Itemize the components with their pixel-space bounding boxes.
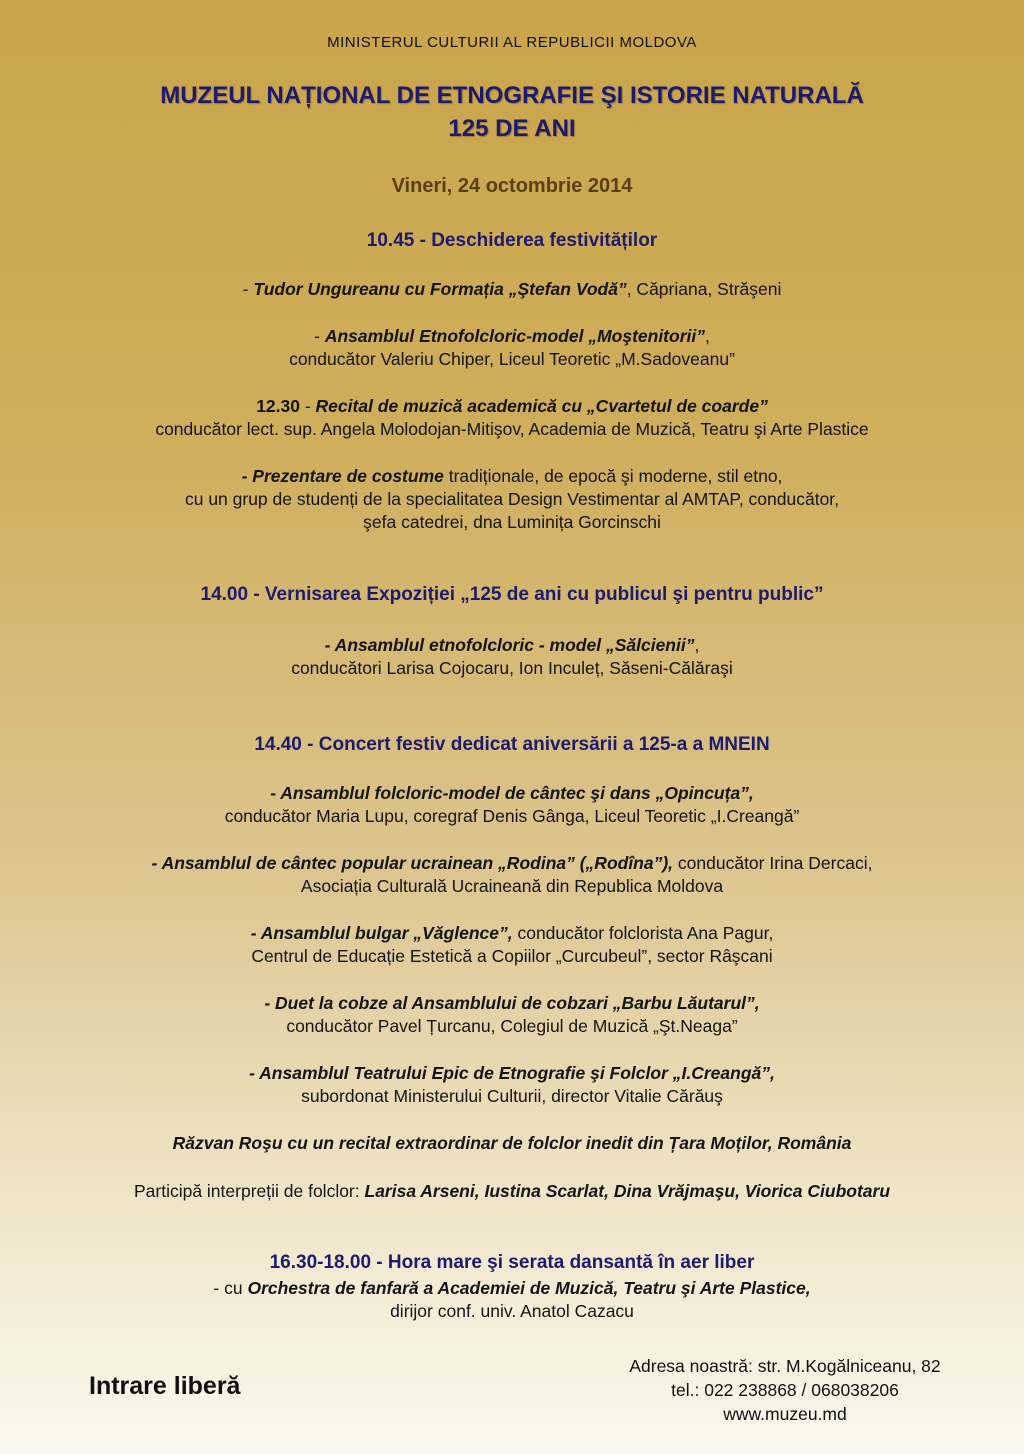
program-item-opincuta: - Ansamblul folcloric-model de cântec şi dans „Opincuța”, [270,783,754,803]
program-item-rodina: - Ansamblul de cântec popular ucrainean „Rodina” („Rodîna”), conducător Irina Dercaci, [151,853,873,873]
program-item-salcienii: - Ansamblul etnofolcloric - model „Sălcienii”, [324,635,700,655]
museum-title: MUZEUL NAȚIONAL DE ETNOGRAFIE ŞI ISTORIE NATURALĂ [160,82,864,109]
phone-text: tel.: 022 238868 / 068038206 [671,1380,899,1400]
program-item-rodina-details: Asociația Culturală Ucraineană din Republica Moldova [300,876,724,896]
section-heading-opening: 10.45 - Deschiderea festivităților [366,230,658,251]
event-date: Vineri, 24 octombrie 2014 [391,175,633,197]
program-item-vaglence-details: Centrul de Educație Estetică a Copiilor „Curcubeul”, sector Râşcani [251,946,773,966]
section-heading-hora: 16.30-18.00 - Hora mare şi serata dansantă în aer liber [269,1252,755,1273]
program-item-teatru-epic: - Ansamblul Teatrului Epic de Etnografie şi Folclor „I.Creangă”, [249,1063,775,1083]
program-item-salcienii-details: conducători Larisa Cojocaru, Ion Inculeț, Săseni-Călăraşi [291,658,733,678]
program-item-conductor: dirijor conf. univ. Anatol Cazacu [390,1301,634,1321]
program-item-mostenitorii-details: conducător Valeriu Chiper, Liceul Teoretic „M.Sadoveanu” [289,349,735,369]
program-item-barbu-lautarul: - Duet la cobze al Ansamblului de cobzari „Barbu Lăutarul”, [264,993,760,1013]
ministry-name: MINISTERUL CULTURII AL REPUBLICII MOLDOVA [327,34,697,51]
program-item-costume-coordinator: şefa catedrei, dna Luminița Gorcinschi [363,512,661,532]
program-item-performers: Participă interpreții de folclor: Larisa Arseni, Iustina Scarlat, Dina Vrăjmaşu, Viorica Ciubotaru [133,1181,891,1201]
program-item-vaglence: - Ansamblul bulgar „Văglence”, conducător folclorista Ana Pagur, [250,923,774,943]
program-item-costume: - Prezentare de costume tradiționale, de epocă şi moderne, stil etno, [241,466,783,486]
program-item-ungureanu: - Tudor Ungureanu cu Formația „Ştefan Vodă”, Căpriana, Străşeni [242,279,782,299]
program-item-barbu-lautarul-details: conducător Pavel Țurcanu, Colegiul de Muzică „Şt.Neaga” [286,1016,738,1036]
program-item-recital: 12.30 - Recital de muzică academică cu „Cvartetul de coarde” [256,396,768,416]
program-item-mostenitorii: - Ansamblul Etnofolcloric-model „Moştenitorii”, [314,326,710,346]
section-heading-exhibition: 14.00 - Vernisarea Expoziției „125 de ani cu publicul şi pentru public” [200,584,824,605]
program-item-opincuta-details: conducător Maria Lupu, coregraf Denis Gânga, Liceul Teoretic „I.Creangă” [224,806,800,826]
anniversary-title: 125 DE ANI [448,115,576,142]
website-link[interactable]: www.muzeu.md [723,1404,847,1424]
program-item-costume-details: cu un grup de studenți de la specialitatea Design Vestimentar al AMTAP, conducător, [184,489,840,509]
program-item-orchestra: - cu Orchestra de fanfară a Academiei de Muzică, Teatru şi Arte Plastice, [213,1278,811,1298]
address-text: Adresa noastră: str. M.Kogălniceanu, 82 [629,1356,941,1376]
section-heading-concert: 14.40 - Concert festiv dedicat aniversării a 125-a a MNEIN [254,734,770,755]
program-item-razvan-rosu: Răzvan Roşu cu un recital extraordinar de folclor inedit din Țara Moților, România [172,1133,852,1153]
program-item-teatru-epic-details: subordonat Ministerului Culturii, director Vitalie Cărăuş [301,1086,723,1106]
free-entry-label: Intrare liberă [89,1372,241,1400]
program-item-recital-details: conducător lect. sup. Angela Molodojan-Mitişov, Academia de Muzică, Teatru şi Arte Plastice [155,419,869,439]
